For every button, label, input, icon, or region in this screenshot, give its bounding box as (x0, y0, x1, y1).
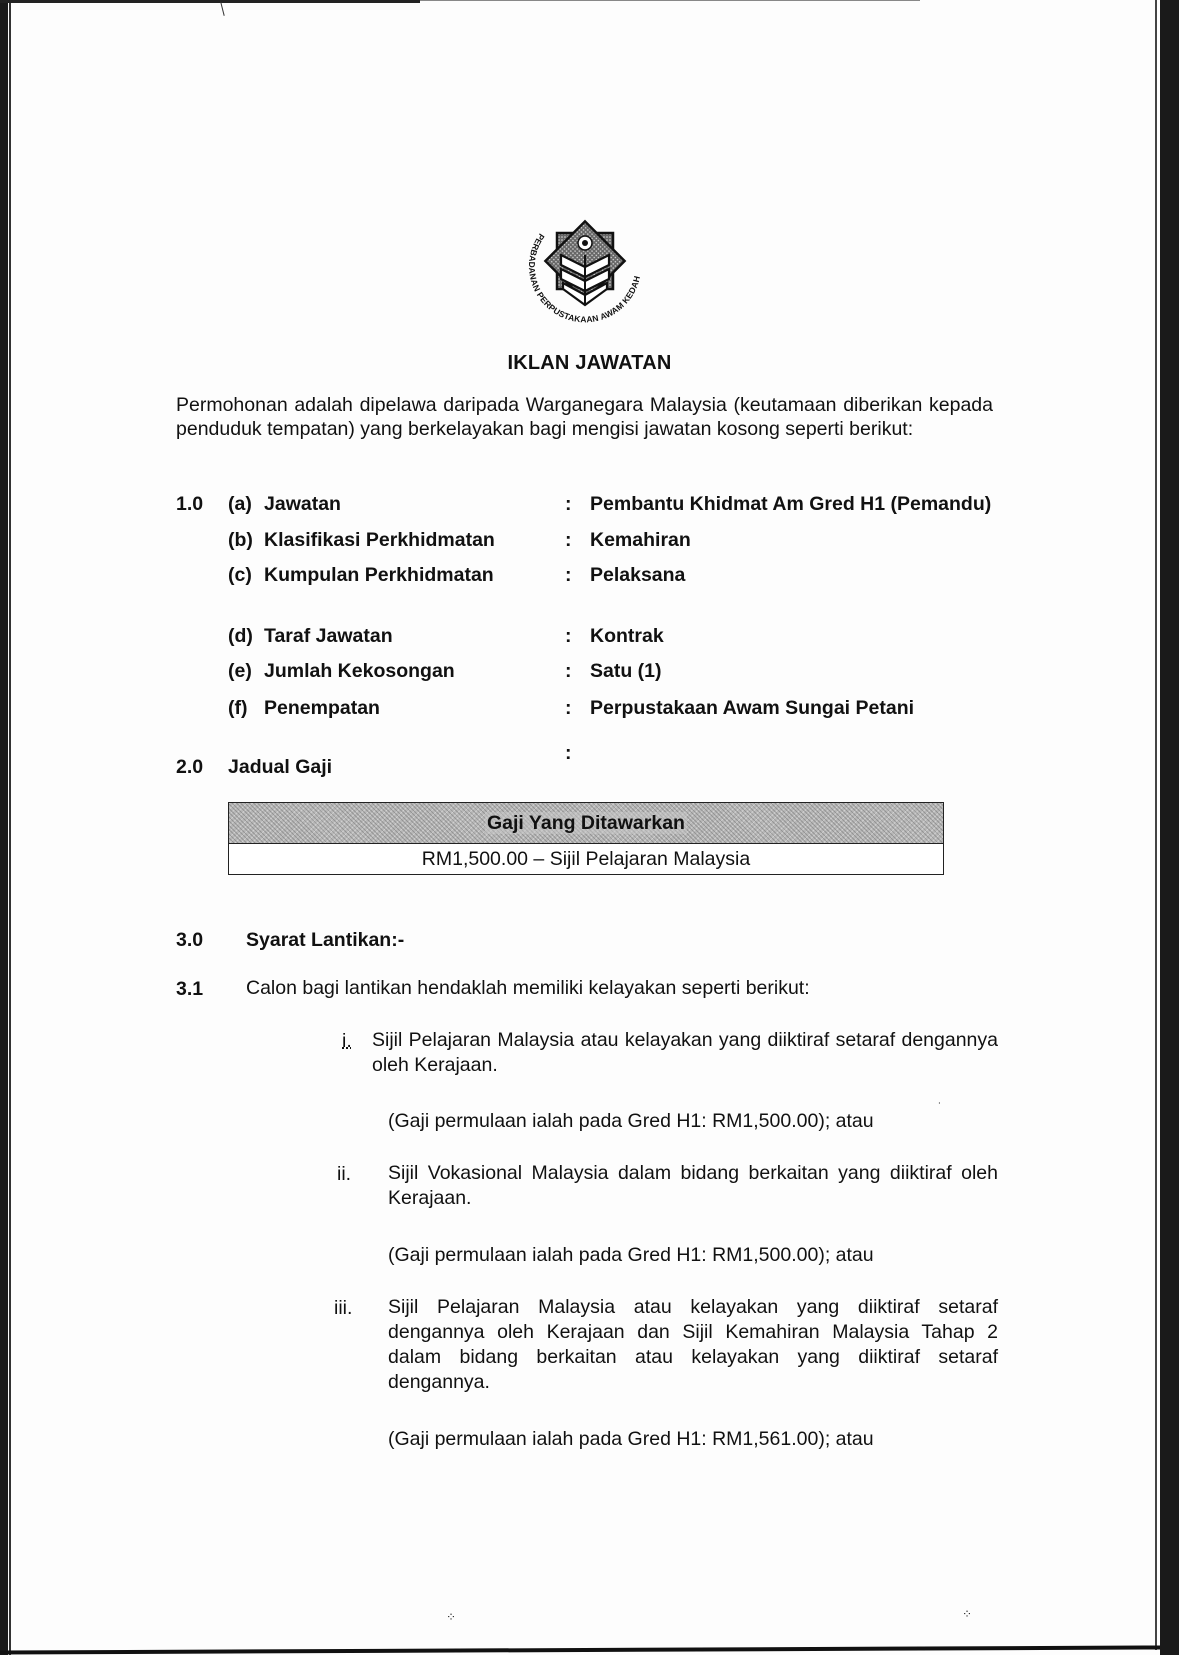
qualification-text: Sijil Pelajaran Malaysia atau kelayakan yang diiktiraf setaraf dengannya oleh Kerajaan dan Sijil Kemahiran Malaysia Tahap 2 dalam bidang berkaitan atau kelayakan yang diiktiraf setaraf dengannya. (388, 1296, 998, 1393)
field-colon: : (565, 625, 572, 647)
section-1-number: 1.0 (176, 493, 204, 515)
page-edge-top-faint (420, 0, 920, 1)
page-edge-top (0, 0, 420, 3)
salary-header-text: Gaji Yang Ditawarkan (487, 812, 685, 834)
qualification-number: ii. (337, 1163, 352, 1185)
scan-speck: ⁘ (446, 1610, 457, 1624)
qualification-number: i. (342, 1030, 352, 1052)
qualification-salary-note: (Gaji permulaan ialah pada Gred H1: RM1,500.00); atau (388, 1244, 874, 1266)
field-value-jumlah: Satu (1) (590, 660, 662, 682)
field-label: Klasifikasi Perkhidmatan (264, 529, 495, 551)
field-label: Jumlah Kekosongan (264, 660, 455, 682)
field-colon: : (565, 697, 572, 719)
page-edge-right (1155, 0, 1157, 1650)
qualification-text: Sijil Vokasional Malaysia dalam bidang berkaitan yang diiktiraf oleh Kerajaan. (388, 1162, 998, 1209)
section-3-1-text: Calon bagi lantikan hendaklah memiliki kelayakan seperti berikut: (246, 977, 810, 999)
field-value-taraf: Kontrak (590, 625, 664, 647)
field-label: Penempatan (264, 697, 380, 719)
field-letter: (b) (228, 529, 253, 551)
section-3-1-number: 3.1 (176, 978, 204, 1000)
field-letter: (c) (228, 564, 252, 586)
section-3-label: Syarat Lantikan:- (246, 929, 405, 951)
field-row-jawatan (228, 493, 341, 516)
field-row-klasifikasi (228, 529, 495, 552)
field-colon: : (565, 493, 572, 515)
field-row-penempatan (228, 697, 380, 720)
intro-paragraph: Permohonan adalah dipelawa daripada Warganegara Malaysia (keutamaan diberikan kepada penduduk tempatan) yang berkelayakan bagi mengisi jawatan kosong seperti berikut: (176, 394, 993, 440)
section-2-label: Jadual Gaji (228, 756, 333, 778)
field-label: Taraf Jawatan (264, 625, 393, 647)
field-letter: (d) (228, 625, 253, 647)
field-letter: (f) (228, 697, 248, 719)
logo-text: PERBADANAN PERPUSTAKAAN AWAM KEDAH (526, 231, 643, 325)
field-value-jawatan: Pembantu Khidmat Am Gred H1 (Pemandu) (590, 493, 992, 515)
field-letter: (e) (228, 660, 252, 682)
qualification-text: Sijil Pelajaran Malaysia atau kelayakan yang diiktiraf setaraf dengannya oleh Kerajaan. (372, 1029, 998, 1076)
field-letter: (a) (228, 493, 252, 515)
section-3-number: 3.0 (176, 929, 204, 951)
organization-logo (518, 205, 652, 335)
field-row-taraf (228, 625, 393, 648)
field-value-klasifikasi: Kemahiran (590, 529, 691, 551)
field-value-penempatan: Perpustakaan Awam Sungai Petani (590, 697, 915, 719)
library-seal-icon (518, 205, 652, 335)
field-label: Jawatan (264, 493, 341, 515)
page-title: IKLAN JAWATAN (507, 352, 672, 374)
field-colon: : (565, 660, 572, 682)
qualification-number: iii. (334, 1297, 353, 1319)
page-edge-left (9, 0, 11, 1655)
field-colon: : (565, 529, 572, 551)
scan-speck: ⁘ (962, 1607, 973, 1621)
salary-table-header (229, 803, 943, 844)
qualification-salary-note: (Gaji permulaan ialah pada Gred H1: RM1,500.00); atau (388, 1110, 874, 1132)
scan-speck: ˙ (938, 1100, 942, 1114)
salary-table-cell: RM1,500.00 – Sijil Pelajaran Malaysia (229, 844, 943, 874)
field-label: Kumpulan Perkhidmatan (264, 564, 494, 586)
field-row-kumpulan (228, 564, 494, 587)
field-colon: : (565, 564, 572, 586)
salary-table (228, 802, 944, 875)
section-2-colon: : (565, 742, 572, 764)
qualification-salary-note: (Gaji permulaan ialah pada Gred H1: RM1,561.00); atau (388, 1428, 874, 1450)
field-row-jumlah (228, 660, 455, 683)
field-value-kumpulan: Pelaksana (590, 564, 686, 586)
section-2-number: 2.0 (176, 756, 204, 778)
